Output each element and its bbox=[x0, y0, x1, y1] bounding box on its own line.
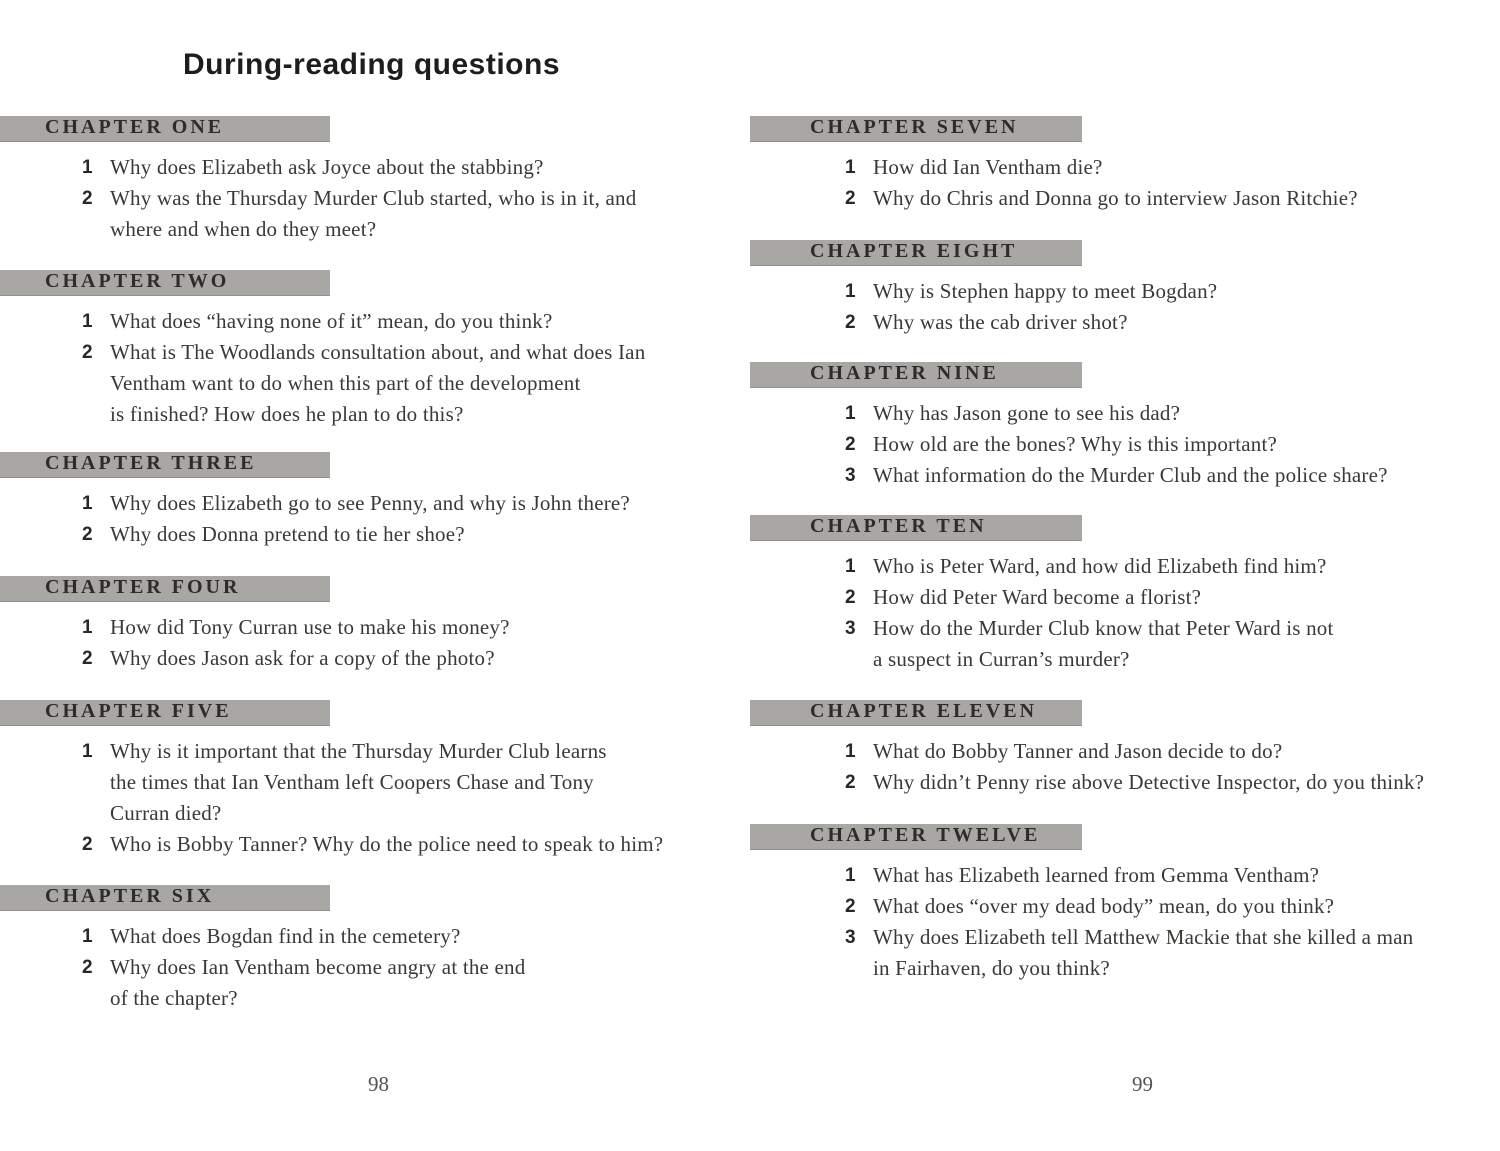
chapter-header-label: CHAPTER ONE bbox=[45, 116, 225, 138]
chapter-section bbox=[0, 270, 720, 430]
chapter-header-bar bbox=[0, 452, 330, 478]
question-row bbox=[0, 612, 720, 643]
question-text bbox=[110, 829, 663, 860]
question-line: of the chapter? bbox=[110, 986, 238, 1010]
question-text bbox=[110, 519, 465, 550]
question-list bbox=[750, 551, 1500, 675]
question-line: Why was the cab driver shot? bbox=[873, 310, 1128, 334]
question-number: 1 bbox=[845, 281, 856, 302]
question-row bbox=[0, 337, 720, 430]
question-number: 2 bbox=[845, 772, 856, 793]
question-row bbox=[750, 891, 1500, 922]
question-text bbox=[873, 551, 1326, 582]
question-line: How did Ian Ventham die? bbox=[873, 155, 1103, 179]
chapter-section bbox=[0, 700, 720, 860]
question-line: Why does Elizabeth ask Joyce about the stabbing? bbox=[110, 155, 544, 179]
question-line: Ventham want to do when this part of the development bbox=[110, 371, 581, 395]
question-row bbox=[750, 736, 1500, 767]
question-line: Who is Bobby Tanner? Why do the police need to speak to him? bbox=[110, 832, 664, 856]
question-number: 1 bbox=[82, 741, 93, 762]
question-row bbox=[750, 276, 1500, 307]
question-text bbox=[873, 276, 1217, 307]
question-number: 2 bbox=[82, 524, 93, 545]
question-row bbox=[750, 551, 1500, 582]
question-text bbox=[873, 183, 1358, 214]
question-line: What is The Woodlands consultation about, and what does Ian bbox=[110, 340, 646, 364]
question-number: 1 bbox=[82, 157, 93, 178]
question-line: What information do the Murder Club and the police share? bbox=[873, 463, 1388, 487]
question-number: 1 bbox=[845, 403, 856, 424]
chapter-header-bar bbox=[750, 116, 1082, 142]
question-text bbox=[110, 183, 636, 245]
question-line: How old are the bones? Why is this important? bbox=[873, 432, 1278, 456]
question-row bbox=[0, 152, 720, 183]
question-text bbox=[110, 612, 510, 643]
question-number: 1 bbox=[845, 157, 856, 178]
chapter-header-bar bbox=[750, 362, 1082, 388]
chapter-section bbox=[750, 515, 1500, 675]
question-line: Why does Ian Ventham become angry at the end bbox=[110, 955, 526, 979]
question-text bbox=[110, 306, 553, 337]
chapter-header-label: CHAPTER ELEVEN bbox=[810, 700, 1038, 722]
question-list bbox=[0, 306, 720, 430]
question-text bbox=[110, 952, 525, 1014]
chapter-header-label: CHAPTER TWELVE bbox=[810, 824, 1041, 846]
question-text bbox=[873, 922, 1413, 984]
question-row bbox=[0, 829, 720, 860]
chapter-section bbox=[0, 576, 720, 674]
chapter-section bbox=[0, 116, 720, 245]
question-text bbox=[873, 460, 1388, 491]
question-number: 1 bbox=[845, 865, 856, 886]
question-row bbox=[750, 922, 1500, 984]
question-row bbox=[0, 643, 720, 674]
question-list bbox=[0, 921, 720, 1014]
chapter-section bbox=[0, 452, 720, 550]
chapter-header-bar bbox=[0, 885, 330, 911]
chapter-section bbox=[750, 824, 1500, 984]
question-number: 2 bbox=[845, 312, 856, 333]
question-list bbox=[750, 736, 1500, 798]
question-number: 1 bbox=[82, 926, 93, 947]
question-list bbox=[750, 860, 1500, 984]
question-line: Why does Donna pretend to tie her shoe? bbox=[110, 522, 465, 546]
chapter-header-label: CHAPTER THREE bbox=[45, 452, 257, 474]
question-number: 2 bbox=[82, 188, 93, 209]
question-number: 2 bbox=[845, 587, 856, 608]
page-number-right: 99 bbox=[1132, 1072, 1153, 1096]
question-text bbox=[110, 488, 630, 519]
question-row bbox=[750, 767, 1500, 798]
question-text bbox=[110, 921, 460, 952]
question-row bbox=[0, 952, 720, 1014]
question-text bbox=[873, 736, 1282, 767]
question-line: Why was the Thursday Murder Club started, who is in it, and bbox=[110, 186, 637, 210]
question-line: Why does Jason ask for a copy of the photo? bbox=[110, 646, 495, 670]
question-text bbox=[873, 613, 1334, 675]
question-line: How did Tony Curran use to make his money? bbox=[110, 615, 510, 639]
question-line: the times that Ian Ventham left Coopers Chase and Tony bbox=[110, 770, 594, 794]
question-number: 1 bbox=[845, 556, 856, 577]
question-list bbox=[0, 488, 720, 550]
question-row bbox=[750, 429, 1500, 460]
question-row bbox=[0, 921, 720, 952]
question-text bbox=[873, 767, 1424, 798]
page-title: During-reading questions bbox=[183, 48, 561, 81]
question-number: 2 bbox=[82, 648, 93, 669]
question-list bbox=[0, 612, 720, 674]
chapter-header-label: CHAPTER NINE bbox=[810, 362, 999, 384]
chapter-section bbox=[750, 700, 1500, 798]
question-line: What does “having none of it” mean, do you think? bbox=[110, 309, 553, 333]
question-text bbox=[873, 152, 1103, 183]
question-line: is finished? How does he plan to do this? bbox=[110, 402, 464, 426]
chapter-section bbox=[750, 240, 1500, 338]
question-line: Why does Elizabeth go to see Penny, and why is John there? bbox=[110, 491, 630, 515]
page-number-left: 98 bbox=[368, 1072, 389, 1096]
chapter-header-bar bbox=[750, 824, 1082, 850]
question-text bbox=[110, 643, 495, 674]
chapter-header-bar bbox=[750, 240, 1082, 266]
question-line: Curran died? bbox=[110, 801, 222, 825]
question-number: 1 bbox=[82, 493, 93, 514]
chapter-header-bar bbox=[750, 515, 1082, 541]
chapter-header-label: CHAPTER FIVE bbox=[45, 700, 232, 722]
question-row bbox=[0, 306, 720, 337]
chapter-header-label: CHAPTER TWO bbox=[45, 270, 230, 292]
question-text bbox=[873, 429, 1277, 460]
question-line: What does “over my dead body” mean, do you think? bbox=[873, 894, 1335, 918]
question-line: Why is Stephen happy to meet Bogdan? bbox=[873, 279, 1218, 303]
question-line: How did Peter Ward become a florist? bbox=[873, 585, 1202, 609]
chapter-header-bar bbox=[0, 116, 330, 142]
question-number: 2 bbox=[82, 957, 93, 978]
question-line: How do the Murder Club know that Peter Ward is not bbox=[873, 616, 1334, 640]
question-line: a suspect in Curran’s murder? bbox=[873, 647, 1130, 671]
question-list bbox=[750, 276, 1500, 338]
question-row bbox=[750, 398, 1500, 429]
question-line: What does Bogdan find in the cemetery? bbox=[110, 924, 461, 948]
question-row bbox=[0, 519, 720, 550]
question-line: What do Bobby Tanner and Jason decide to do? bbox=[873, 739, 1283, 763]
question-row bbox=[750, 582, 1500, 613]
question-row bbox=[750, 307, 1500, 338]
question-line: Why didn’t Penny rise above Detective Inspector, do you think? bbox=[873, 770, 1425, 794]
question-row bbox=[750, 613, 1500, 675]
question-number: 2 bbox=[845, 896, 856, 917]
question-text bbox=[873, 860, 1319, 891]
chapter-header-label: CHAPTER FOUR bbox=[45, 576, 241, 598]
question-row bbox=[750, 152, 1500, 183]
question-number: 3 bbox=[845, 465, 856, 486]
question-text bbox=[110, 152, 544, 183]
question-line: where and when do they meet? bbox=[110, 217, 377, 241]
question-line: in Fairhaven, do you think? bbox=[873, 956, 1110, 980]
question-text bbox=[873, 398, 1180, 429]
chapter-header-bar bbox=[750, 700, 1082, 726]
question-line: Why do Chris and Donna go to interview Jason Ritchie? bbox=[873, 186, 1358, 210]
question-text bbox=[110, 337, 645, 430]
question-number: 2 bbox=[845, 434, 856, 455]
chapter-header-bar bbox=[0, 270, 330, 296]
question-list bbox=[0, 736, 720, 860]
chapter-section bbox=[750, 116, 1500, 214]
chapter-header-label: CHAPTER SEVEN bbox=[810, 116, 1019, 138]
question-list bbox=[750, 398, 1500, 491]
question-line: Who is Peter Ward, and how did Elizabeth find him? bbox=[873, 554, 1327, 578]
chapter-header-bar bbox=[0, 576, 330, 602]
question-row bbox=[0, 736, 720, 829]
chapter-section bbox=[0, 885, 720, 1014]
question-list bbox=[0, 152, 720, 245]
question-row bbox=[0, 488, 720, 519]
chapter-header-label: CHAPTER EIGHT bbox=[810, 240, 1018, 262]
chapter-header-label: CHAPTER SIX bbox=[45, 885, 215, 907]
chapter-section bbox=[750, 362, 1500, 491]
question-text bbox=[873, 582, 1201, 613]
chapter-header-bar bbox=[0, 700, 330, 726]
question-text bbox=[873, 891, 1334, 922]
question-list bbox=[750, 152, 1500, 214]
question-line: Why is it important that the Thursday Murder Club learns bbox=[110, 739, 607, 763]
question-number: 1 bbox=[845, 741, 856, 762]
question-number: 1 bbox=[82, 311, 93, 332]
question-row bbox=[0, 183, 720, 245]
question-number: 3 bbox=[845, 618, 856, 639]
question-row bbox=[750, 183, 1500, 214]
question-text bbox=[110, 736, 607, 829]
question-number: 3 bbox=[845, 927, 856, 948]
question-text bbox=[873, 307, 1128, 338]
chapter-header-label: CHAPTER TEN bbox=[810, 515, 987, 537]
question-number: 2 bbox=[82, 834, 93, 855]
question-number: 1 bbox=[82, 617, 93, 638]
question-row bbox=[750, 460, 1500, 491]
question-row bbox=[750, 860, 1500, 891]
question-line: Why has Jason gone to see his dad? bbox=[873, 401, 1181, 425]
question-line: What has Elizabeth learned from Gemma Ventham? bbox=[873, 863, 1320, 887]
question-number: 2 bbox=[82, 342, 93, 363]
question-line: Why does Elizabeth tell Matthew Mackie that she killed a man bbox=[873, 925, 1414, 949]
question-number: 2 bbox=[845, 188, 856, 209]
